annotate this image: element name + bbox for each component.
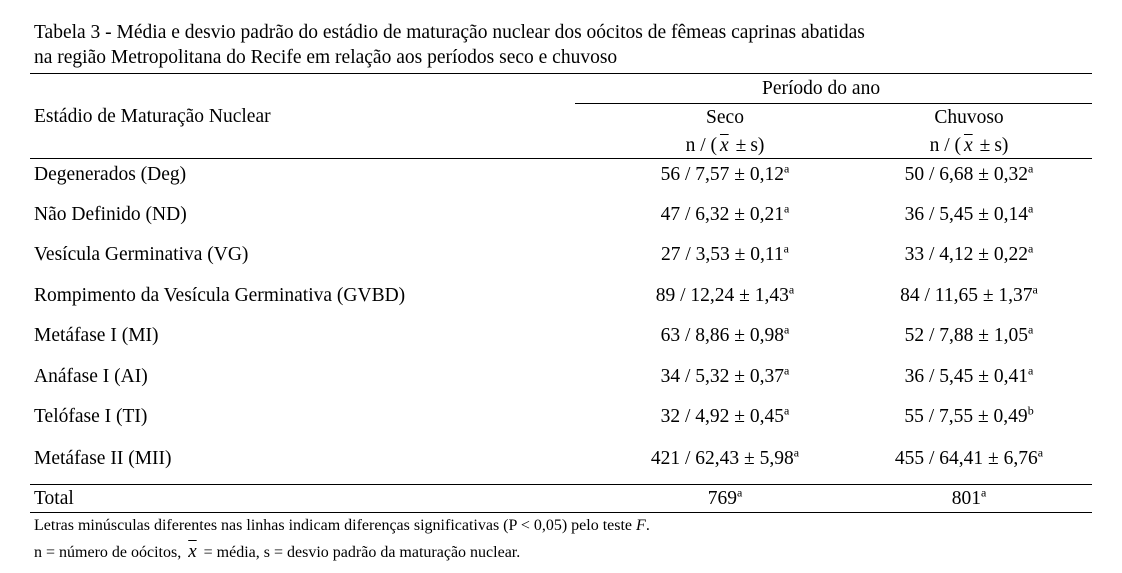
row-label: Rompimento da Vesícula Germinativa (GVBD): [34, 285, 406, 306]
total-chuvoso: 801$^a$: [951, 485, 987, 509]
cell-seco: 421 / 62,43 ± 5,98$^a$: [650, 445, 800, 469]
cell-seco: 89 / 12,24 ± 1,43$^a$: [655, 282, 795, 306]
row-label: Vesícula Germinativa (VG): [34, 244, 249, 265]
cell-seco: 47 / 6,32 ± 0,21$^a$: [660, 201, 790, 225]
total-label: Total: [34, 488, 74, 509]
cell-chuvoso: 50 / 6,68 ± 0,32$^a$: [904, 161, 1034, 185]
header-stat-chuvoso: n / ( $\overline{x}$ ± s): [929, 135, 1009, 156]
cell-seco: 63 / 8,86 ± 0,98$^a$: [660, 322, 790, 346]
cell-chuvoso: 55 / 7,55 ± 0,49$^b$: [904, 403, 1034, 427]
footnote-significance: Letras minúsculas diferentes nas linhas indicam diferenças significativas (P < 0,05) pelo teste F.: [34, 517, 650, 534]
row-label: Telófase I (TI): [34, 406, 148, 427]
header-period-group: Período do ano: [762, 78, 881, 99]
cell-seco: 32 / 4,92 ± 0,45$^a$: [660, 403, 790, 427]
row-label: Metáfase I (MI): [34, 325, 159, 346]
period-subrule: [575, 103, 1092, 104]
top-rule: [30, 73, 1092, 74]
row-label: Anáfase I (AI): [34, 366, 148, 387]
total-top-rule: [30, 484, 1092, 485]
header-bottom-rule: [30, 158, 1092, 159]
header-row-label: Estádio de Maturação Nuclear: [34, 106, 271, 127]
table-caption: [34, 20, 1094, 70]
header-col-chuvoso: Chuvoso: [934, 107, 1004, 128]
caption-line-1: Tabela 3 - Média e desvio padrão do estádio de maturação nuclear dos oócitos de fêmeas caprinas abatidas: [34, 22, 865, 43]
cell-chuvoso: 455 / 64,41 ± 6,76$^a$: [894, 445, 1044, 469]
header-col-seco: Seco: [706, 107, 744, 128]
bottom-rule: [30, 512, 1092, 513]
cell-chuvoso: 84 / 11,65 ± 1,37$^a$: [900, 282, 1038, 306]
header-stat-seco: n / ( $\overline{x}$ ± s): [685, 135, 765, 156]
row-label: Metáfase II (MII): [34, 448, 172, 469]
row-label: Não Definido (ND): [34, 204, 187, 225]
cell-chuvoso: 36 / 5,45 ± 0,14$^a$: [904, 201, 1034, 225]
row-label: Degenerados (Deg): [34, 164, 187, 185]
cell-chuvoso: 33 / 4,12 ± 0,22$^a$: [904, 241, 1034, 265]
cell-seco: 27 / 3,53 ± 0,11$^a$: [661, 241, 789, 265]
caption-line-2: na região Metropolitana do Recife em relação aos períodos seco e chuvoso: [34, 47, 618, 68]
total-seco: 769$^a$: [707, 485, 743, 509]
cell-chuvoso: 36 / 5,45 ± 0,41$^a$: [904, 363, 1034, 387]
cell-seco: 34 / 5,32 ± 0,37$^a$: [660, 363, 790, 387]
cell-seco: 56 / 7,57 ± 0,12$^a$: [660, 161, 790, 185]
cell-chuvoso: 52 / 7,88 ± 1,05$^a$: [904, 322, 1034, 346]
footnote-definitions: n = número de oócitos, $\overline{x}$ = média, s = desvio padrão da maturação nuclear.: [34, 541, 521, 562]
